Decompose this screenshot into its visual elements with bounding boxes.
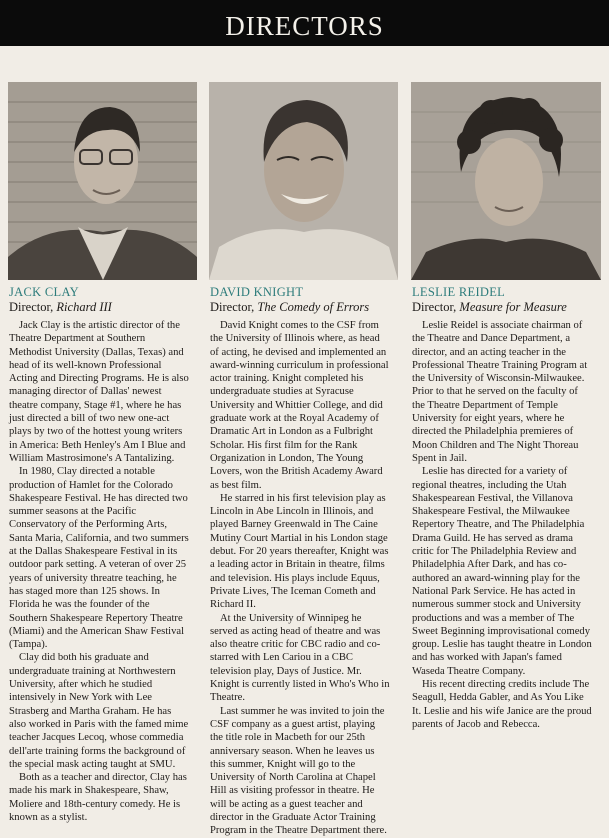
bio-paragraph: Clay did both his graduate and undergraduate training at Northwestern University, after which he studied intensively in New York with Lee Strasberg and Martha Graham. He has also worked in Paris with the famed mime teacher Jacques Lecoq, whose commedia dell'arte training forms the background of the special mask acting taught at SMU. <box>9 652 189 770</box>
bio-paragraph: At the University of Winnipeg he served as acting head of theatre and was also theatre critic for CBC radio and co-starred with Len Cariou in a CBC television play, Days of Justice. Mr. Knight is currently listed in Who's Who in Theatre. <box>210 612 390 704</box>
bio-paragraph: David Knight comes to the CSF from the University of Illinois where, as head of acting, he devised and implemented an award-winning curriculum in professional actor training. Knight completed his undergraduate studies at Syracuse University and Whittier College, and did graduate work at the Royal Academy of Dramatic Art in London as a Fulbright Scholar. His first film for the Rank Organization in London, The Young Lovers, won the British Academy Award as best film. <box>210 320 389 491</box>
director-photo-jack-clay <box>8 82 197 280</box>
page-title: DIRECTORS <box>225 11 384 41</box>
bio-paragraph: Both as a teacher and director, Clay has made his mark in Shakespeare, Shaw, Moliere and 18th-century comedy. He is known as a stylist. <box>9 772 187 823</box>
bio-paragraph: Leslie has directed for a variety of regional theatres, including the Utah Shakespearean Festival, the Villanova Shakespeare Festival, the Milwaukee Repertory Theatre, and The Philadelphia Drama Guild. He has served as drama critic for The Philadelphia Review and Philadelphia After Dark, and has co-authored an award-winning play for the National Park Service. He has acted in numerous summer stock and University productions and was a member of The Sweet Beginning improvisational comedy group. Leslie has taught theatre in London and has worked with Japan's famed Waseda Theatre Company. <box>412 466 592 677</box>
bio-paragraph: His recent directing credits include The Seagull, Hedda Gabler, and As You Like It. Leslie and his wife Janice are the proud parents of Jacob and Rebecca. <box>412 679 592 730</box>
bio-paragraph: Leslie Reidel is associate chairman of the Theatre and Dance Department, a director, and an acting teacher in the Professional Theatre Training Program at the University of Wisconsin-Milwaukee. Prior to that he served on the faculty of the Theatre Department of Temple University for eight years, where he directed the Philadelphia premieres of Moon Children and The Night Thoreau Spent in Jail. <box>412 320 588 464</box>
page-header-bar <box>0 0 609 46</box>
bio-paragraph: In 1980, Clay directed a notable production of Hamlet for the Colorado Shakespeare Festival. He has directed two summer seasons at the Pacific Conservatory of the Performing Arts, Santa Maria, California, and two summers at the Dallas Shakespeare Festival in its outdoor park setting. A veteran of over 25 years of university threatre teaching, he has staged more than 125 shows. In Florida he was the founder of the Southern Shakespeare Repertory Theatre (Miami) and the American Shaw Festival (Tampa). <box>9 466 189 651</box>
biography-jack-clay <box>9 319 189 824</box>
director-photo-david-knight <box>209 82 398 280</box>
director-name-leslie-reidel: LESLIE REIDEL <box>412 285 506 299</box>
director-name-david-knight: DAVID KNIGHT <box>210 285 304 299</box>
bio-paragraph: He starred in his first television play as Lincoln in Abe Lincoln in Illinois, and played Barney Greenwald in The Caine Mutiny Court Martial in his London stage debut. For 20 years thereafter, Knight was a leading actor in Britain in theatre, films and television. His plays include Equus, Private Lives, The Iceman Cometh and Richard II. <box>210 492 389 611</box>
director-photo-leslie-reidel <box>411 82 601 280</box>
director-role-david-knight: Director, The Comedy of Errors <box>210 300 370 314</box>
bio-paragraph: Jack Clay is the artistic director of the Theatre Department at Southern Methodist University (Dallas, Texas) and head of its well-known Professional Acting and Directing Programs. He is also managing director of Dallas' newest theatre company, Stage #1, where he has just directed a bill of two new one-act plays by two of the hottest young writers in America: Beth Henley's Am I Blue and William Mastrosimone's A Tantalizing. <box>9 320 189 464</box>
director-role-leslie-reidel: Director, Measure for Measure <box>412 300 567 314</box>
director-name-jack-clay: JACK CLAY <box>9 285 79 299</box>
bio-paragraph: Last summer he was invited to join the CSF company as a guest artist, playing the title role in Macbeth for our 25th anniversary season. When he leaves us this summer, Knight will go to the University of North Carolina at Chapel Hill as visiting professor in theatre. He will be acting as a guest teacher and director in the Graduate Actor Training Program in the Theatre Department there. <box>210 705 387 837</box>
biography-david-knight <box>210 319 390 838</box>
director-role-jack-clay: Director, Richard III <box>9 300 112 314</box>
biography-leslie-reidel <box>412 319 592 731</box>
